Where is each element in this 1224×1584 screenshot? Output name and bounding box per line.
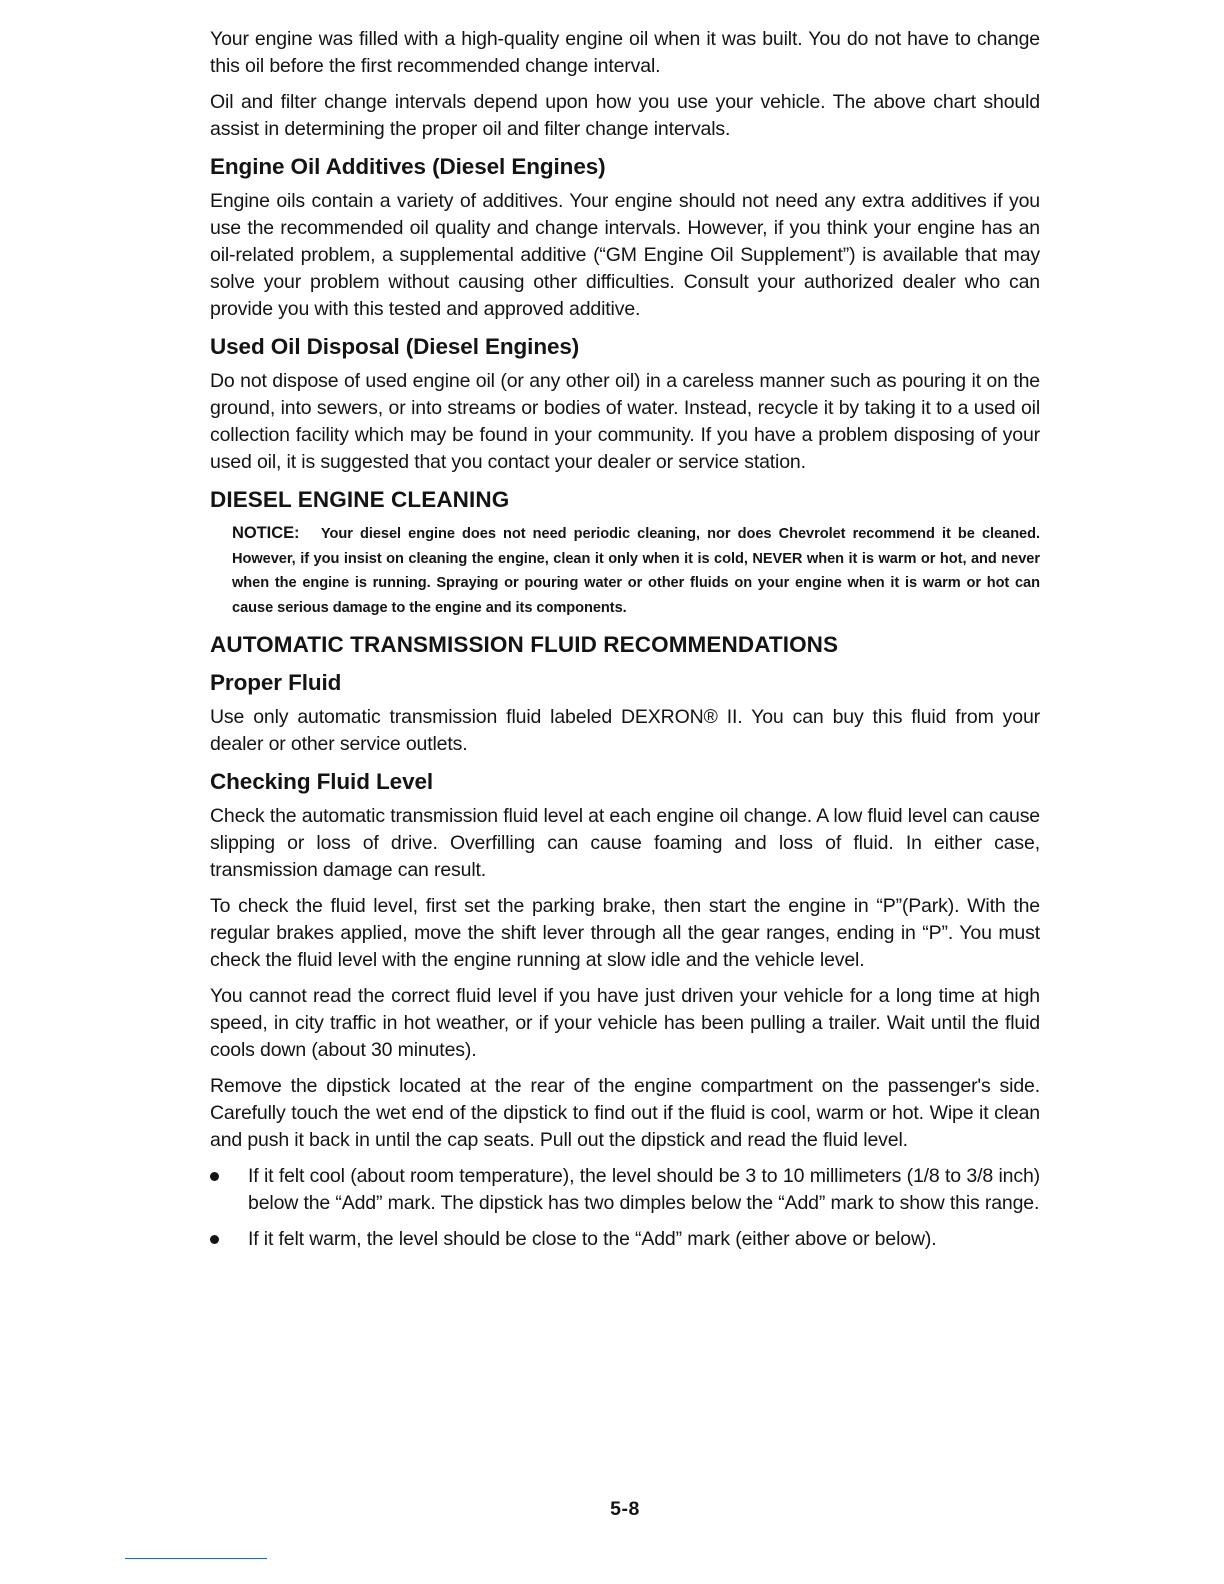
- bullet-icon: [210, 1235, 219, 1244]
- cleaning-heading: DIESEL ENGINE CLEANING: [210, 487, 510, 512]
- page-number: 5-8: [610, 1498, 640, 1520]
- transmission-heading: AUTOMATIC TRANSMISSION FLUID RECOMMENDATIONS: [210, 632, 839, 657]
- checking-paragraph-2: To check the fluid level, first set the parking brake, then start the engine in “P”(Park). With the regular brakes applied, move the shift lever through all the gear ranges, ending in “P”. You must check the fluid level with the engine running at slow idle and the vehicle level.: [210, 895, 1040, 971]
- cleaning-notice: [232, 521, 1040, 620]
- checking-paragraph-3: You cannot read the correct fluid level if you have just driven your vehicle for a long time at high speed, in city traffic in hot weather, or if your vehicle has been pulling a trailer. Wait until the fluid cools down (about 30 minutes).: [210, 985, 1040, 1061]
- manual-page: [210, 26, 1040, 1520]
- notice-label: NOTICE:: [232, 524, 300, 542]
- checking-paragraph-4: Remove the dipstick located at the rear of the engine compartment on the passenger's side. Carefully touch the wet end of the dipstick to find out if the fluid is cool, warm or hot. Wipe it clean and push it back in until the cap seats. Pull out the dipstick and read the fluid level.: [210, 1075, 1040, 1151]
- proper-fluid-paragraph: Use only automatic transmission fluid labeled DEXRON® II. You can buy this fluid from your dealer or other service outlets.: [210, 706, 1040, 755]
- additives-heading: Engine Oil Additives (Diesel Engines): [210, 154, 606, 179]
- bullet-item-warm: [210, 1226, 1040, 1253]
- notice-text: Your diesel engine does not need periodic cleaning, nor does Chevrolet recommend it be cleaned. However, if you insist on cleaning the engine, clean it only when it is cold, NEVER when it is warm or hot, and never when the engine is running. Spraying or pouring water or other fluids on your engine when it is warm or hot can cause serious damage to the engine and its components.: [232, 526, 1040, 616]
- disposal-paragraph: Do not dispose of used engine oil (or any other oil) in a careless manner such as pouring it on the ground, into sewers, or into streams or bodies of water. Instead, recycle it by taking it to a used oil collection facility which may be found in your community. If you have a problem disposing of your used oil, it is suggested that you contact your dealer or service station.: [210, 370, 1040, 473]
- intro-paragraph-1: Your engine was filled with a high-quality engine oil when it was built. You do not have to change this oil before the first recommended change interval.: [210, 28, 1040, 77]
- bullet-icon: [210, 1172, 219, 1181]
- footnote-divider: [125, 1558, 267, 1559]
- bullet-item-cool: [210, 1163, 1040, 1217]
- bullet-text: If it felt cool (about room temperature), the level should be 3 to 10 millimeters (1/8 to 3/8 inch) below the “Add” mark. The dipstick has two dimples below the “Add” mark to show this range.: [248, 1165, 1040, 1214]
- disposal-heading: Used Oil Disposal (Diesel Engines): [210, 334, 580, 359]
- bullet-text: If it felt warm, the level should be close to the “Add” mark (either above or below).: [248, 1228, 937, 1250]
- proper-fluid-heading: Proper Fluid: [210, 670, 342, 695]
- intro-paragraph-2: Oil and filter change intervals depend upon how you use your vehicle. The above chart should assist in determining the proper oil and filter change intervals.: [210, 91, 1040, 140]
- checking-paragraph-1: Check the automatic transmission fluid level at each engine oil change. A low fluid level can cause slipping or loss of drive. Overfilling can cause foaming and loss of fluid. In either case, transmission damage can result.: [210, 805, 1040, 881]
- fluid-level-bullet-list: [210, 1163, 1040, 1253]
- additives-paragraph: Engine oils contain a variety of additives. Your engine should not need any extra additives if you use the recommended oil quality and change intervals. However, if you think your engine has an oil-related problem, a supplemental additive (“GM Engine Oil Supplement”) is available that may solve your problem without causing other difficulties. Consult your authorized dealer who can provide you with this tested and approved additive.: [210, 190, 1040, 320]
- checking-fluid-heading: Checking Fluid Level: [210, 769, 434, 794]
